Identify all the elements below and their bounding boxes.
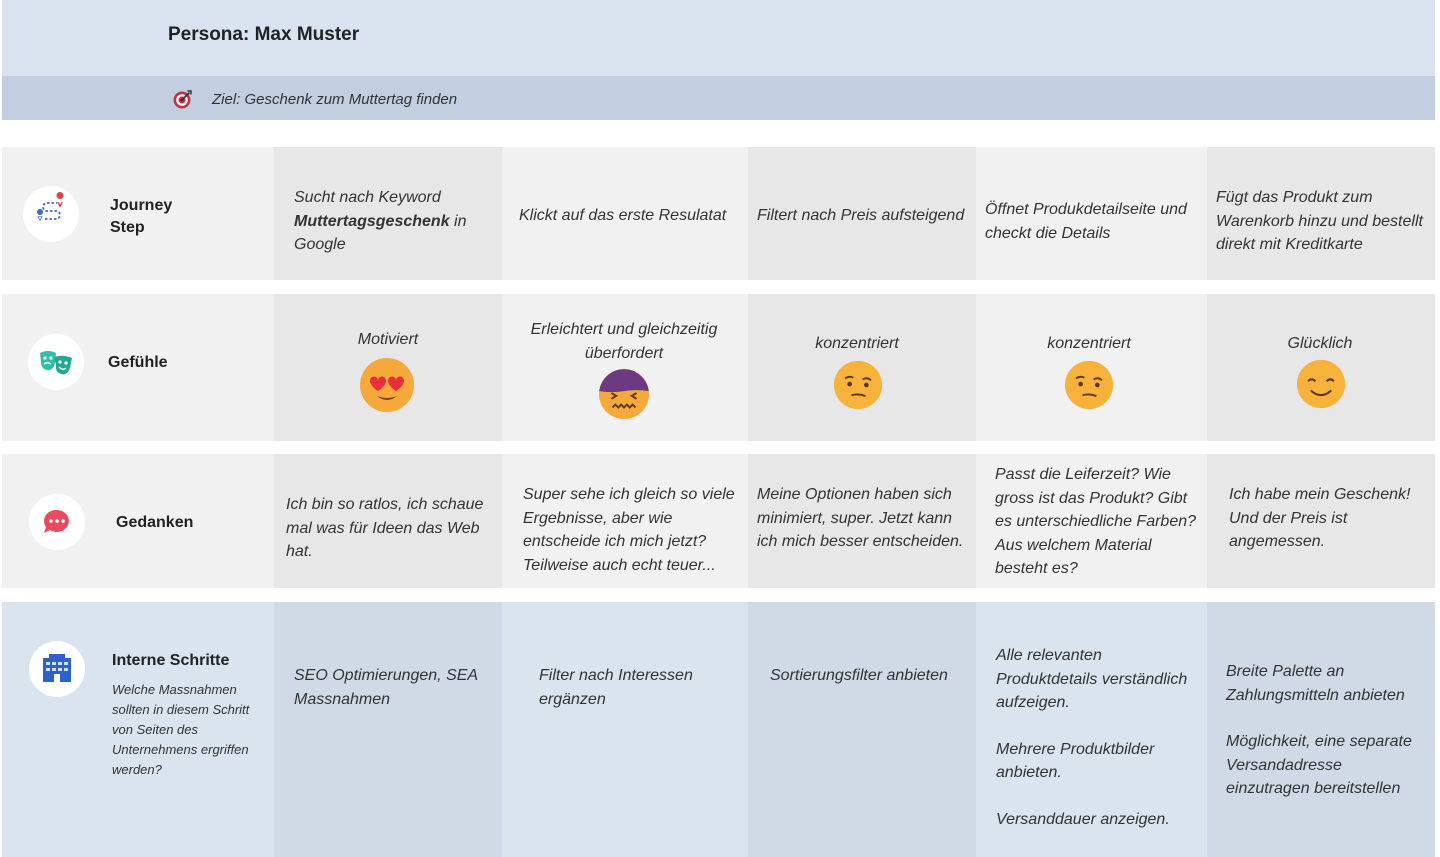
internal-cell-3: Sortierungsfilter anbieten [770,667,948,684]
feelings-cell-3: konzentriert [815,335,899,352]
target-icon [172,90,192,110]
happy-emoji-icon [1296,359,1346,409]
internal-cell-1: SEO Optimierungen, SEA Massnahmen [294,667,478,708]
internal-steps-sublabel: Welche Massnahmen sollten in diesem Schritt von Seiten des Unternehmens ergriffen werden? [112,682,250,777]
thoughts-cell-2: Super sehe ich gleich so viele Ergebnisse, aber wie entscheide ich mich jetzt? Teilweise auch echt teuer... [523,486,735,574]
journey-step-icon [23,186,79,242]
theater-masks-icon [28,334,84,390]
feelings-cell-4: konzentriert [1047,335,1131,352]
feelings-row [2,294,1435,441]
journey-cell-1: Sucht nach Keyword Muttertagsgeschenk in Google [294,189,467,254]
journey-step-label: Journey Step [110,197,173,236]
internal-steps-label: Interne Schritte [112,652,230,669]
journey-cell-3: Filtert nach Preis aufsteigend [757,207,965,224]
journey-cell-5: Fügt das Produkt zum Warenkorb hinzu und bestellt direkt mit Kreditkarte [1216,189,1423,254]
thoughts-icon [29,494,85,550]
internal-cell-4: Alle relevanten Produktdetails verständlich aufzeigen. Mehrere Produktbilder anbieten. Versanddauer anzeigen. [996,647,1188,828]
thoughts-cell-4: Passt die Leiferzeit? Wie gross ist das Produkt? Gibt es unterschiedliche Farben? Aus welchem Material besteht es? [995,466,1197,578]
feelings-cell-1: Motiviert [357,331,419,348]
internal-cell-5: Breite Palette an Zahlungsmitteln anbieten Möglichkeit, eine separate Versandadresse einzutragen bereitstellen [1226,663,1412,798]
persona-title: Persona: Max Muster [168,24,360,45]
overwhelmed-emoji-icon [598,368,650,420]
journey-cell-4: Öffnet Produkdetailseite und checkt die Details [985,201,1187,242]
feelings-icon [28,334,84,390]
internal-cell-2: Filter nach Interessen ergänzen [539,667,693,708]
office-building-icon [29,641,85,697]
feelings-cell-2: Erleichtert und gleichzeitig überfordert [530,321,718,362]
thoughts-cell-3: Meine Optionen haben sich minimiert, super. Jetzt kann ich mich besser entscheiden. [757,486,964,551]
internal-steps-icon [29,641,85,697]
feelings-label: Gefühle [108,354,168,371]
skeptical-emoji-icon [1064,360,1114,410]
skeptical-emoji-icon [833,360,883,410]
feelings-cell-5: Glücklich [1287,335,1353,352]
thoughts-cell-5: Ich habe mein Geschenk! Und der Preis ist angemessen. [1229,486,1411,551]
goal-text: Ziel: Geschenk zum Muttertag finden [212,91,458,108]
heart-eyes-emoji-icon [360,358,414,412]
thoughts-cell-1: Ich bin so ratlos, ich schaue mal was für Ideen das Web hat. [286,496,484,561]
speech-bubble-icon [29,494,85,550]
thoughts-label: Gedanken [116,514,194,531]
journey-cell-2: Klickt auf das erste Resulatat [519,207,727,224]
